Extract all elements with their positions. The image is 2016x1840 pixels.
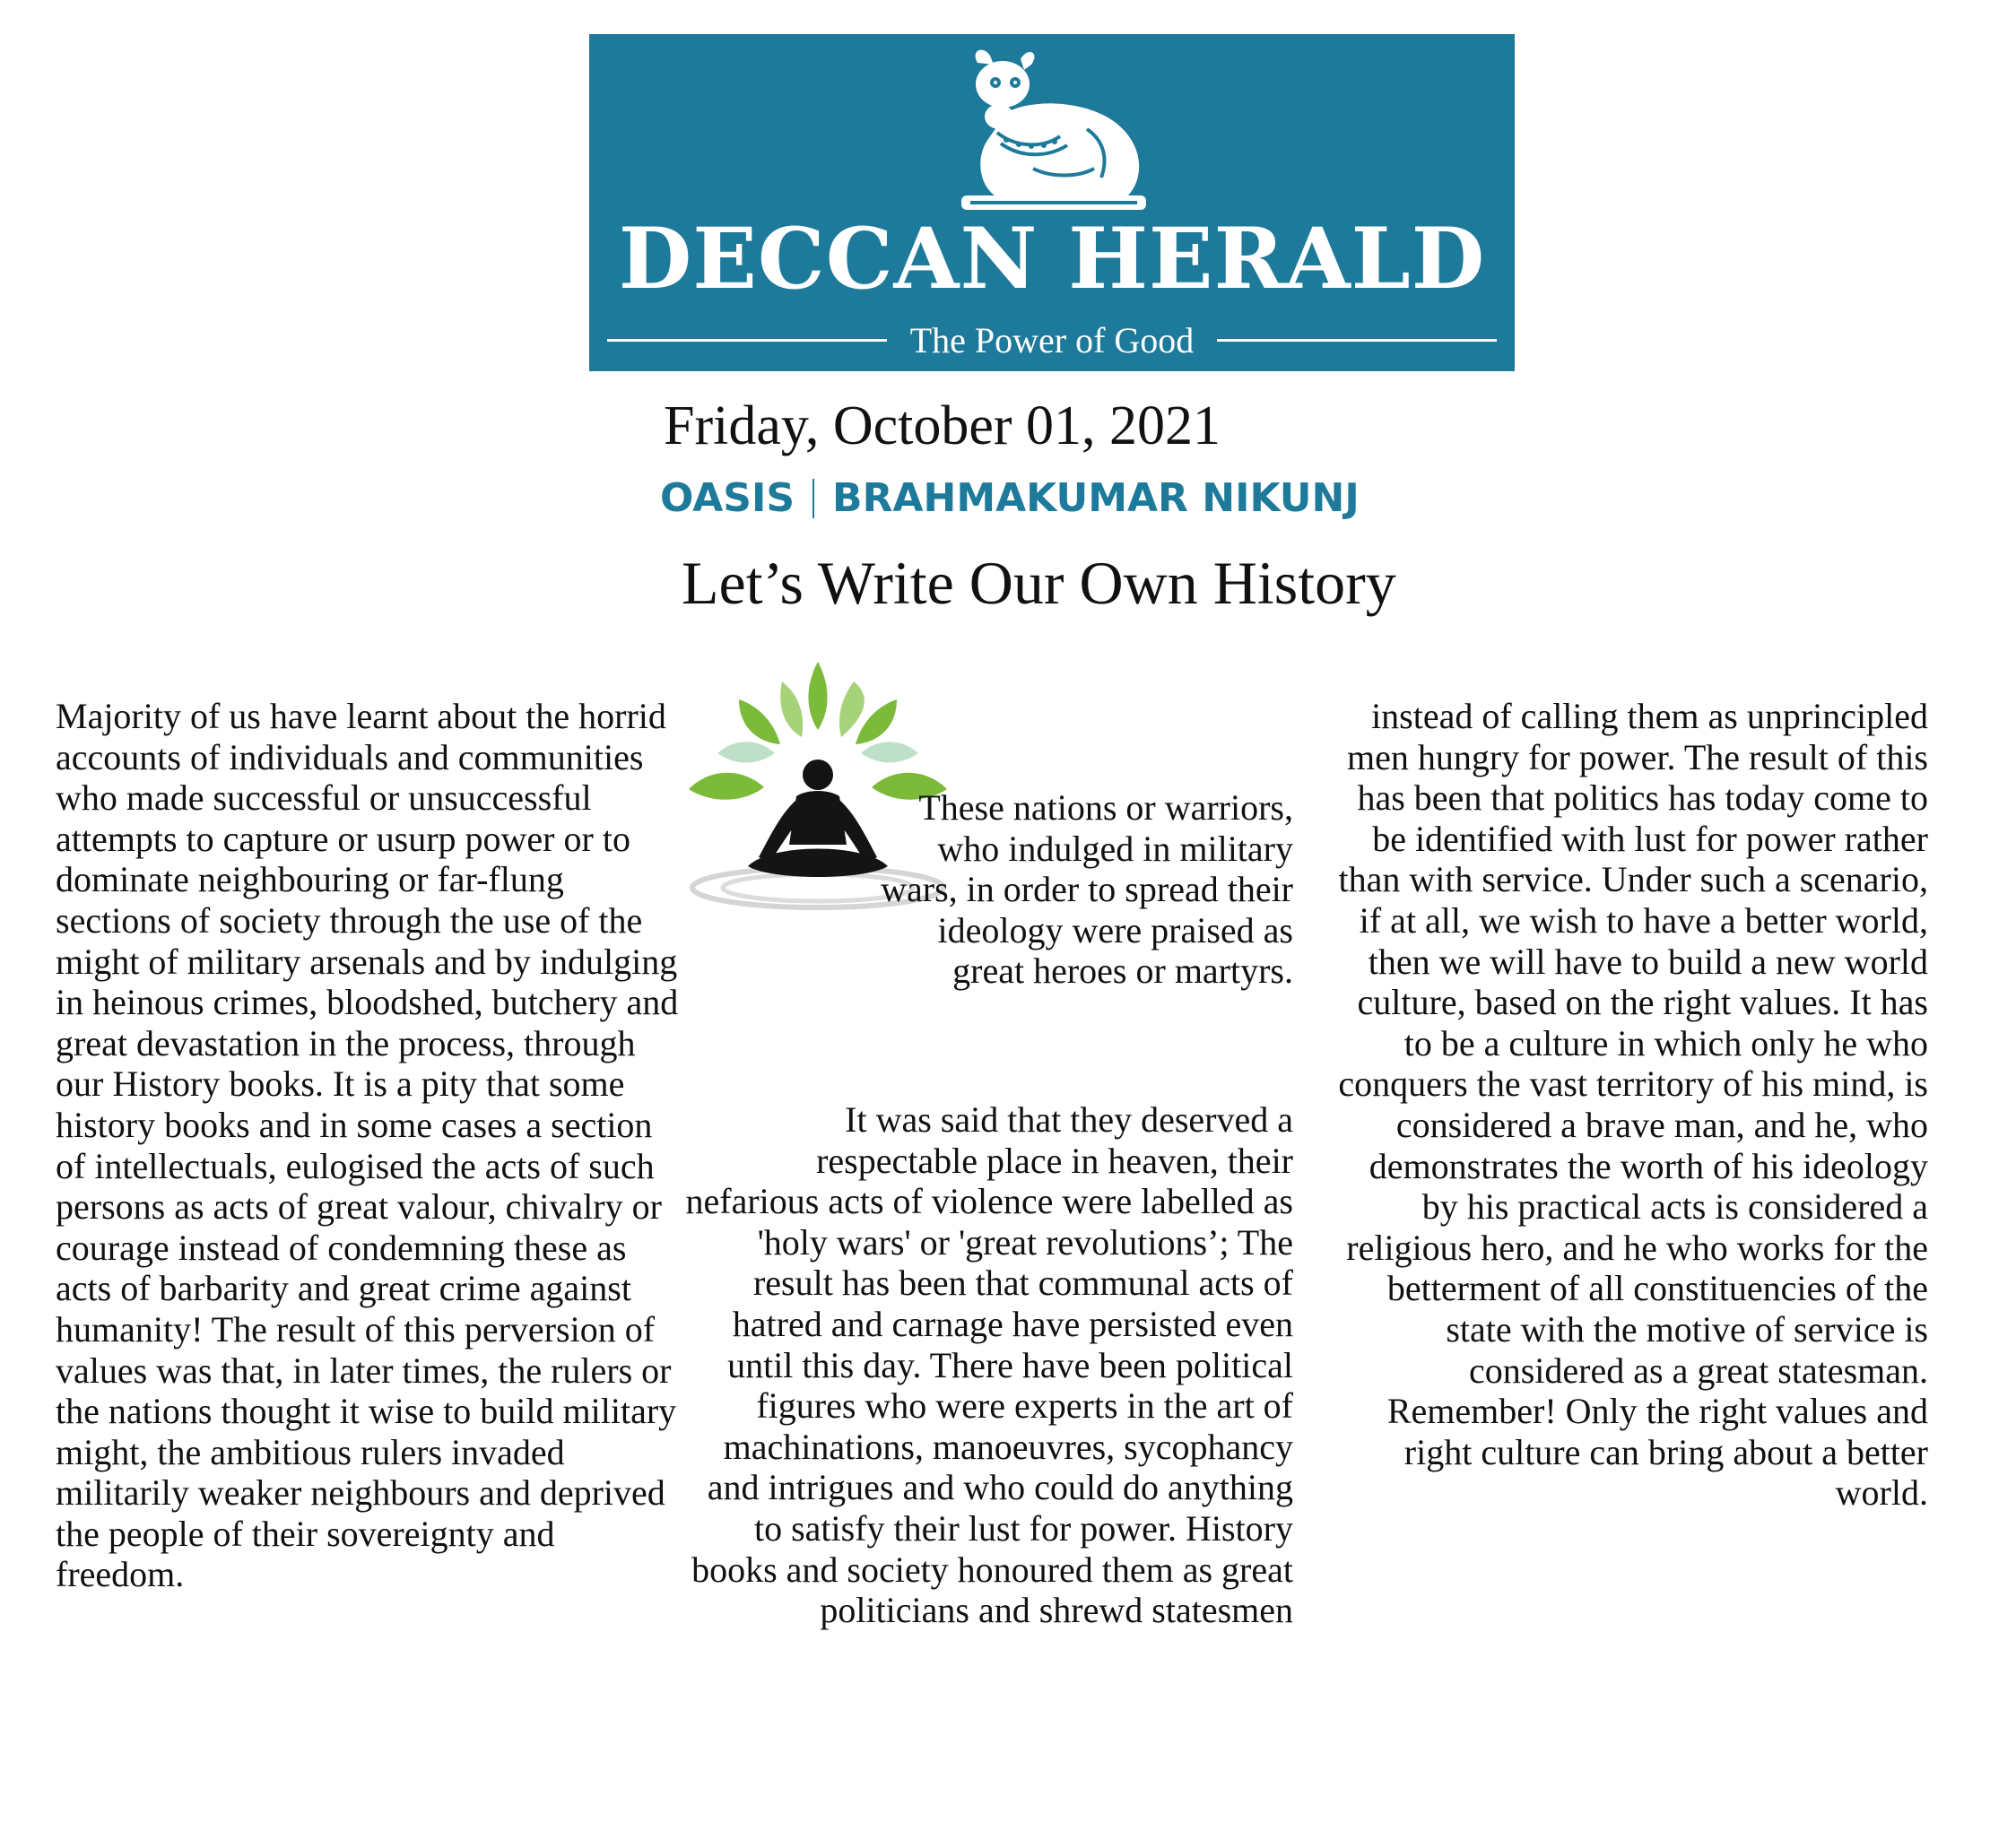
article-column-2 bbox=[683, 1099, 1293, 1631]
byline-separator bbox=[812, 479, 814, 518]
byline bbox=[660, 473, 1360, 524]
bull-icon bbox=[943, 43, 1159, 222]
article-column-1 bbox=[56, 696, 683, 1595]
tagline-rule-left bbox=[607, 339, 887, 342]
tagline: The Power of Good bbox=[909, 319, 1195, 360]
column-2-lead-text: These nations or warriors, who indulged in military wars, in order to spread their ideology were praised as great heroes or martyrs. bbox=[881, 787, 1293, 992]
masthead bbox=[589, 34, 1515, 371]
section-label: OASIS bbox=[660, 475, 795, 521]
headline: Let’s Write Our Own History bbox=[682, 549, 1396, 617]
tagline-row bbox=[607, 319, 1497, 360]
article-column-2-lead bbox=[863, 787, 1293, 992]
brand-name: DECCAN HERALD bbox=[618, 210, 1486, 308]
article-column-3 bbox=[1336, 696, 1928, 1514]
tagline-rule-right bbox=[1217, 339, 1497, 342]
column-2-text: It was said that they deserved a respectable place in heaven, their nefarious acts of violence were labelled as 'holy wars' or 'great revolutions’; The result has been that communal acts of hatred and carnage have persisted even until this day. There have been political figures who were experts in the art of machinations, manoeuvres, sycophancy and intrigues and who could do anything to satisfy their lust for power. History books and society honoured them as great politicians and shrewd statesmen bbox=[685, 1099, 1293, 1631]
column-1-text: Majority of us have learnt about the horrid accounts of individuals and communities who made successful or unsuccessful attempts to capture or usurp power or to dominate neighbouring or far-flung sections of society through the use of the might of military arsenals and by indulging in heinous crimes, bloodshed, butchery and great devastation in the process, through our History books. It is a pity that some history books and in some cases a section of intellectuals, eulogised the acts of such persons as acts of great valour, chivalry or courage instead of condemning these as acts of barbarity and great crime against humanity! The result of this perversion of values was that, in later times, the rulers or the nations thought it wise to build military might, the ambitious rulers invaded militarily weaker neighbours and deprived the people of their sovereignty and freedom. bbox=[56, 696, 679, 1595]
author-name: BRAHMAKUMAR NIKUNJ bbox=[832, 475, 1360, 521]
column-3-text: instead of calling them as unprincipled men hungry for power. The result of this has been that politics has today come to be identified with lust for power rather than with service. Under such a scenario, if at all, we wish to have a better world, then we will have to build a new world culture, based on the right values. It has to be a culture in which only he who conquers the vast territory of his mind, is considered a brave man, and he, who demonstrates the worth of his ideology by his practical acts is considered a religious hero, and he who works for the betterment of all constituencies of the state with the motive of service is considered as a great statesman. Remember! Only the right values and right culture can bring about a better world. bbox=[1338, 696, 1928, 1514]
dateline: Friday, October 01, 2021 bbox=[664, 395, 1221, 456]
